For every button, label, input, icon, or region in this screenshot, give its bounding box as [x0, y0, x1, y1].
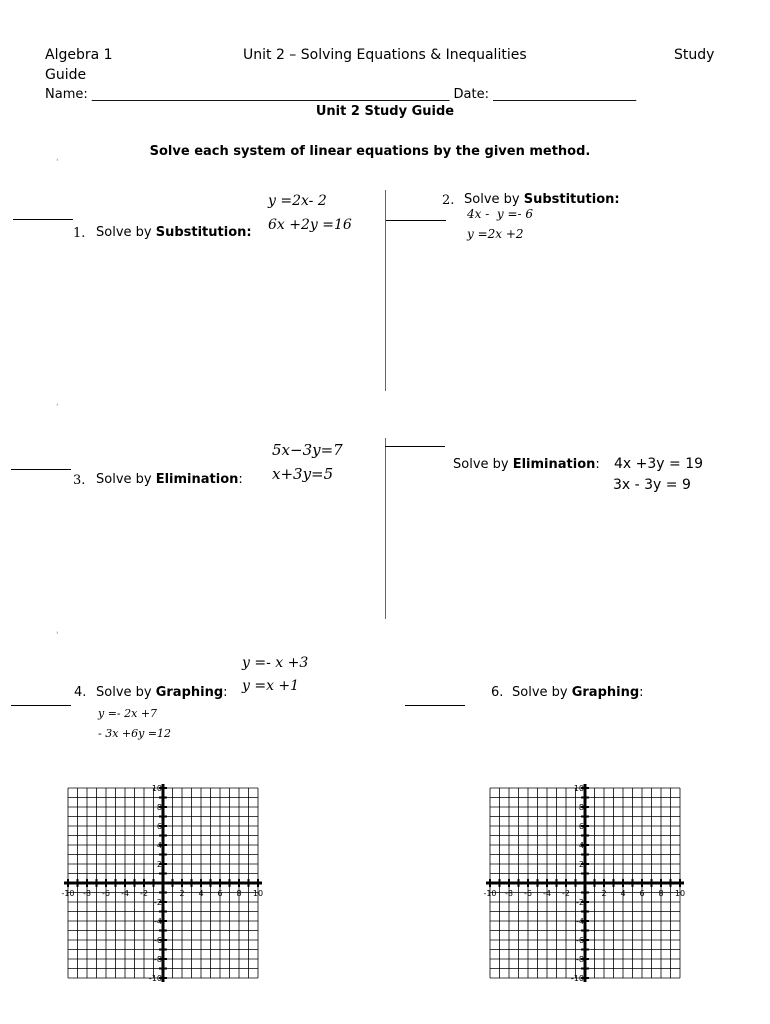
method-label: Graphing: [155, 685, 224, 700]
problem-number: 3.: [73, 473, 86, 488]
y-tick-label: -10: [148, 974, 162, 983]
problem-2-instruction: [464, 192, 620, 207]
x-tick-label: -10: [483, 889, 497, 898]
x-tick-label: 6: [217, 889, 223, 898]
answer-blank[interactable]: [385, 446, 445, 447]
y-tick-label: 2: [578, 860, 584, 869]
equation: y =x +1: [242, 678, 300, 694]
y-tick-label: -2: [576, 898, 584, 907]
method-label: Substitution:: [155, 225, 252, 240]
course-name: Algebra 1: [45, 47, 113, 63]
equation: y =- 2x +7: [98, 707, 158, 720]
equation: x+3y=5: [272, 465, 334, 483]
x-tick-label: -2: [140, 889, 148, 898]
method-label: Elimination: [512, 457, 596, 472]
x-tick-label: -8: [505, 889, 513, 898]
instruction-prefix: Solve by: [96, 685, 156, 700]
x-tick-label: 10: [674, 889, 686, 898]
answer-blank[interactable]: [386, 220, 446, 221]
marker: ': [56, 631, 59, 641]
x-tick-label: 6: [639, 889, 645, 898]
y-tick-label: 10: [573, 784, 584, 793]
guide-word: Guide: [45, 67, 87, 83]
x-tick-label: 4: [198, 889, 204, 898]
y-tick-label: -4: [576, 917, 584, 926]
x-tick-label: -8: [83, 889, 91, 898]
x-tick-label: -6: [524, 889, 532, 898]
name-label: Name:: [45, 87, 88, 102]
coordinate-grid-right[interactable]: [478, 780, 688, 988]
equation: y =- x +3: [242, 655, 309, 671]
x-tick-label: -10: [61, 889, 75, 898]
y-tick-label: 2: [156, 860, 162, 869]
equation: y =2x +2: [467, 227, 524, 241]
answer-blank[interactable]: [11, 469, 71, 470]
instruction-prefix: Solve by: [512, 685, 572, 700]
equation: 4x - y =- 6: [467, 207, 534, 221]
x-tick-label: -6: [102, 889, 110, 898]
x-tick-label: -2: [562, 889, 570, 898]
x-tick-label: 2: [601, 889, 607, 898]
x-tick-label: -4: [121, 889, 129, 898]
colon: :: [595, 457, 600, 472]
instruction-prefix: Solve by: [96, 472, 156, 487]
problem-1-instruction: [96, 225, 252, 240]
y-tick-label: -10: [570, 974, 584, 983]
colon: :: [238, 472, 243, 487]
problem-3-instruction: [96, 472, 243, 487]
name-date-line: [45, 87, 636, 102]
equation: y =2x- 2: [268, 193, 327, 209]
problem-6-instruction: [512, 685, 644, 700]
answer-blank[interactable]: [11, 705, 71, 706]
problem-number: 4.: [74, 685, 87, 700]
method-label: Substitution:: [523, 192, 620, 207]
y-tick-label: -6: [576, 936, 584, 945]
y-tick-label: -4: [154, 917, 162, 926]
method-label: Graphing: [571, 685, 640, 700]
y-tick-label: 4: [578, 841, 584, 850]
y-tick-label: 8: [156, 803, 162, 812]
y-tick-label: -8: [154, 955, 162, 964]
column-divider: [385, 438, 386, 619]
equation: 4x +3y = 19: [614, 456, 704, 472]
y-tick-label: 6: [156, 822, 162, 831]
y-tick-label: 6: [578, 822, 584, 831]
x-tick-label: 2: [179, 889, 185, 898]
y-tick-label: 8: [578, 803, 584, 812]
instruction-prefix: Solve by: [453, 457, 513, 472]
x-tick-label: 8: [658, 889, 664, 898]
instructions: Solve each system of linear equations by the given method.: [149, 144, 591, 159]
y-tick-label: 4: [156, 841, 162, 850]
colon: :: [223, 685, 228, 700]
method-label: Elimination: [155, 472, 239, 487]
page-title: Unit 2 Study Guide: [315, 104, 455, 119]
date-blank: ______________________: [493, 87, 637, 102]
problem-number: 2.: [442, 193, 455, 208]
instruction-prefix: Solve by: [464, 192, 524, 207]
unit-title: Unit 2 – Solving Equations & Inequalities: [243, 47, 527, 63]
y-tick-label: -2: [154, 898, 162, 907]
equation: - 3x +6y =12: [98, 727, 172, 740]
x-tick-label: 4: [620, 889, 626, 898]
problem-4-instruction: [96, 685, 228, 700]
marker: ': [56, 403, 59, 413]
equation: 5x−3y=7: [272, 441, 343, 459]
x-tick-label: -4: [543, 889, 551, 898]
problem-number: 6.: [491, 685, 504, 700]
coordinate-grid-left[interactable]: [56, 780, 266, 988]
problem-number: 1.: [73, 226, 86, 241]
x-tick-label: 8: [236, 889, 242, 898]
answer-blank[interactable]: [13, 219, 73, 220]
y-tick-label: 10: [151, 784, 162, 793]
y-tick-label: -8: [576, 955, 584, 964]
x-tick-label: 10: [252, 889, 264, 898]
marker: ': [56, 158, 59, 168]
colon: :: [639, 685, 644, 700]
problem-5-instruction: [453, 457, 600, 472]
y-tick-label: -6: [154, 936, 162, 945]
study-word: Study: [674, 47, 715, 63]
equation: 6x +2y =16: [268, 217, 352, 233]
date-label: Date:: [453, 87, 489, 102]
instruction-prefix: Solve by: [96, 225, 156, 240]
answer-blank[interactable]: [405, 705, 465, 706]
name-blank: _______________________________________________________: [91, 87, 450, 102]
equation: 3x - 3y = 9: [613, 477, 691, 493]
